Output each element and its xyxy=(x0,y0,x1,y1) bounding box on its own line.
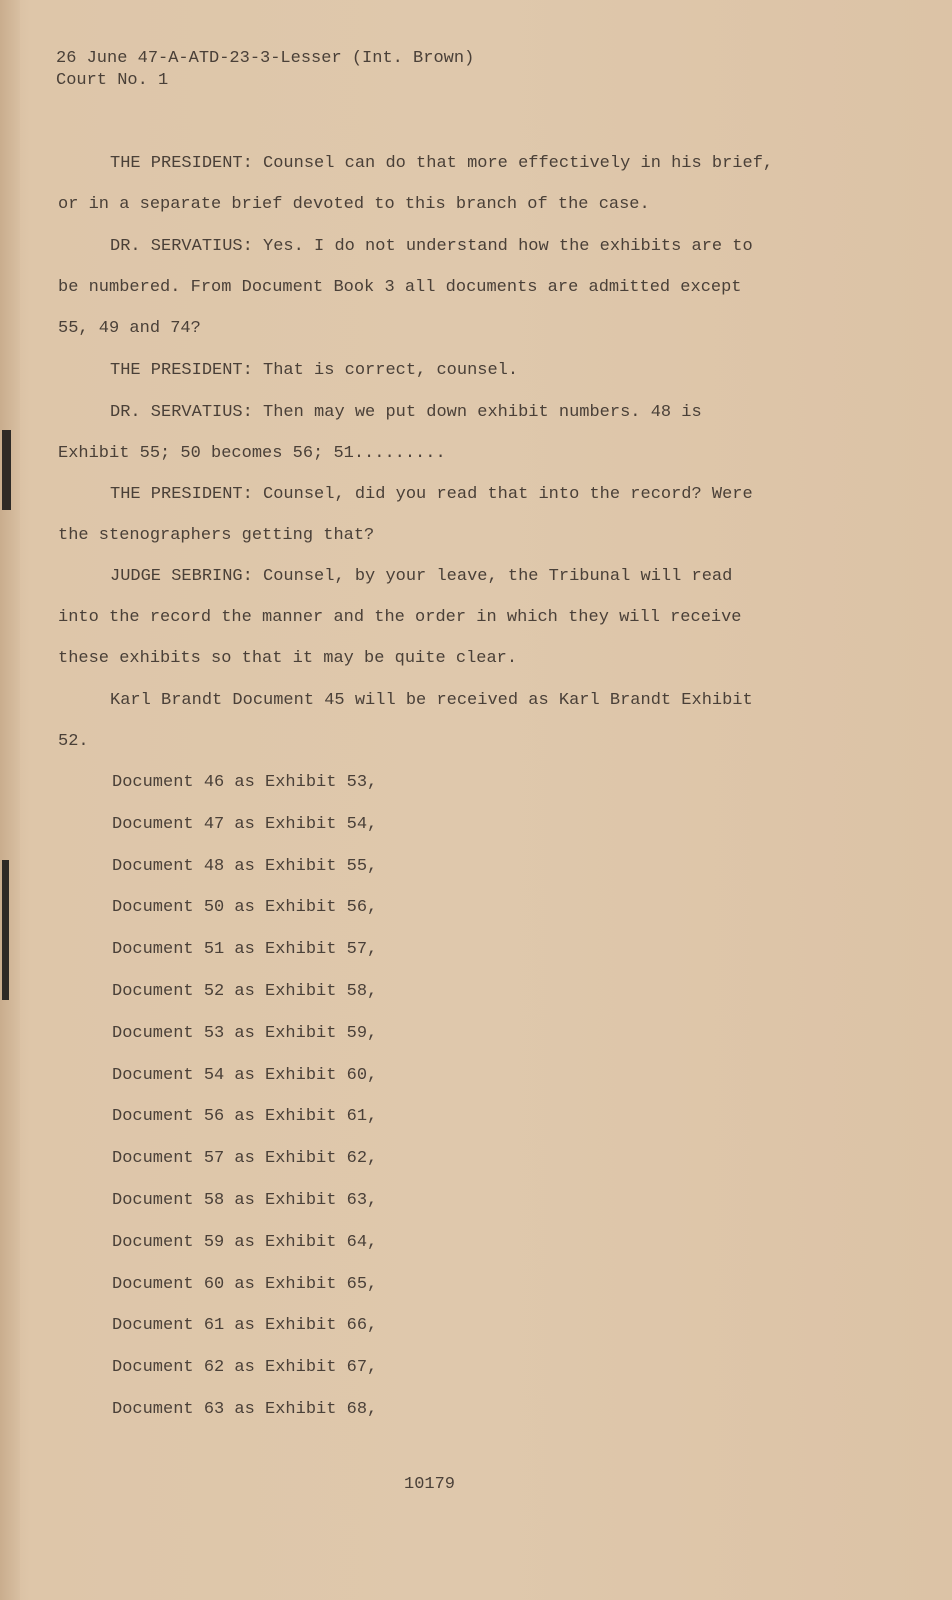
exhibit-entry: Document 48 as Exhibit 55, xyxy=(112,856,378,876)
paragraph-text: Karl Brandt Document 45 will be received as Karl Brandt Exhibit 52. xyxy=(58,691,753,751)
speaker-label: DR. SERVATIUS: xyxy=(110,237,253,256)
paragraph-text: Counsel, by your leave, the Tribunal will read into the record the manner and the order in which they will receive these exhibits so that it may be quite clear. xyxy=(58,567,742,668)
speaker-label: JUDGE SEBRING: xyxy=(110,567,253,586)
exhibit-entry: Document 62 as Exhibit 67, xyxy=(112,1358,378,1378)
torn-left-edge xyxy=(0,0,20,1600)
paragraph-text: That is correct, counsel. xyxy=(263,361,519,380)
paragraph-text: Counsel, did you read that into the record? Were the stenographers getting that? xyxy=(58,485,753,545)
paragraph xyxy=(58,392,778,474)
exhibit-list xyxy=(112,772,377,1441)
exhibit-entry: Document 60 as Exhibit 65, xyxy=(112,1274,378,1294)
exhibit-entry: Document 58 as Exhibit 63, xyxy=(112,1190,378,1210)
exhibit-entry: Document 59 as Exhibit 64, xyxy=(112,1232,378,1252)
paragraph xyxy=(58,556,778,679)
exhibit-entry: Document 53 as Exhibit 59, xyxy=(112,1023,378,1043)
exhibit-entry: Document 50 as Exhibit 56, xyxy=(112,898,378,918)
speaker-label: THE PRESIDENT: xyxy=(110,154,253,173)
paragraph xyxy=(58,350,778,391)
exhibit-entry: Document 63 as Exhibit 68, xyxy=(112,1399,378,1419)
speaker-label: THE PRESIDENT: xyxy=(110,361,253,380)
exhibit-entry: Document 52 as Exhibit 58, xyxy=(112,981,378,1001)
paragraph xyxy=(58,226,778,349)
paragraph xyxy=(58,474,778,556)
exhibit-entry: Document 57 as Exhibit 62, xyxy=(112,1149,378,1169)
exhibit-entry: Document 46 as Exhibit 53, xyxy=(112,773,378,792)
speaker-label: DR. SERVATIUS: xyxy=(110,403,253,422)
paragraph-text: Counsel can do that more effectively in his brief, or in a separate brief devoted to this branch of the case. xyxy=(58,154,774,214)
paragraph-text: Then may we put down exhibit numbers. 48 is Exhibit 55; 50 becomes 56; 51......... xyxy=(58,403,702,463)
exhibit-entry: Document 54 as Exhibit 60, xyxy=(112,1065,378,1085)
exhibit-entry: Document 51 as Exhibit 57, xyxy=(112,940,378,960)
paragraph-text: Yes. I do not understand how the exhibits are to be numbered. From Document Book 3 all documents are admitted except 55, 49 and 74? xyxy=(58,237,753,338)
tear-mark xyxy=(2,860,9,1000)
header-line-1: 26 June 47-A-ATD-23-3-Lesser (Int. Brown) xyxy=(56,49,475,68)
exhibit-entry: Document 56 as Exhibit 61, xyxy=(112,1107,378,1127)
document-header xyxy=(56,48,474,92)
header-line-2: Court No. 1 xyxy=(56,71,169,90)
page-number: 10179 xyxy=(404,1475,456,1494)
tear-mark xyxy=(2,430,11,510)
paragraph xyxy=(58,143,778,225)
exhibit-entry: Document 61 as Exhibit 66, xyxy=(112,1316,378,1336)
exhibit-entry: Document 47 as Exhibit 54, xyxy=(112,814,378,834)
speaker-label: THE PRESIDENT: xyxy=(110,485,253,504)
paragraph xyxy=(58,680,778,762)
